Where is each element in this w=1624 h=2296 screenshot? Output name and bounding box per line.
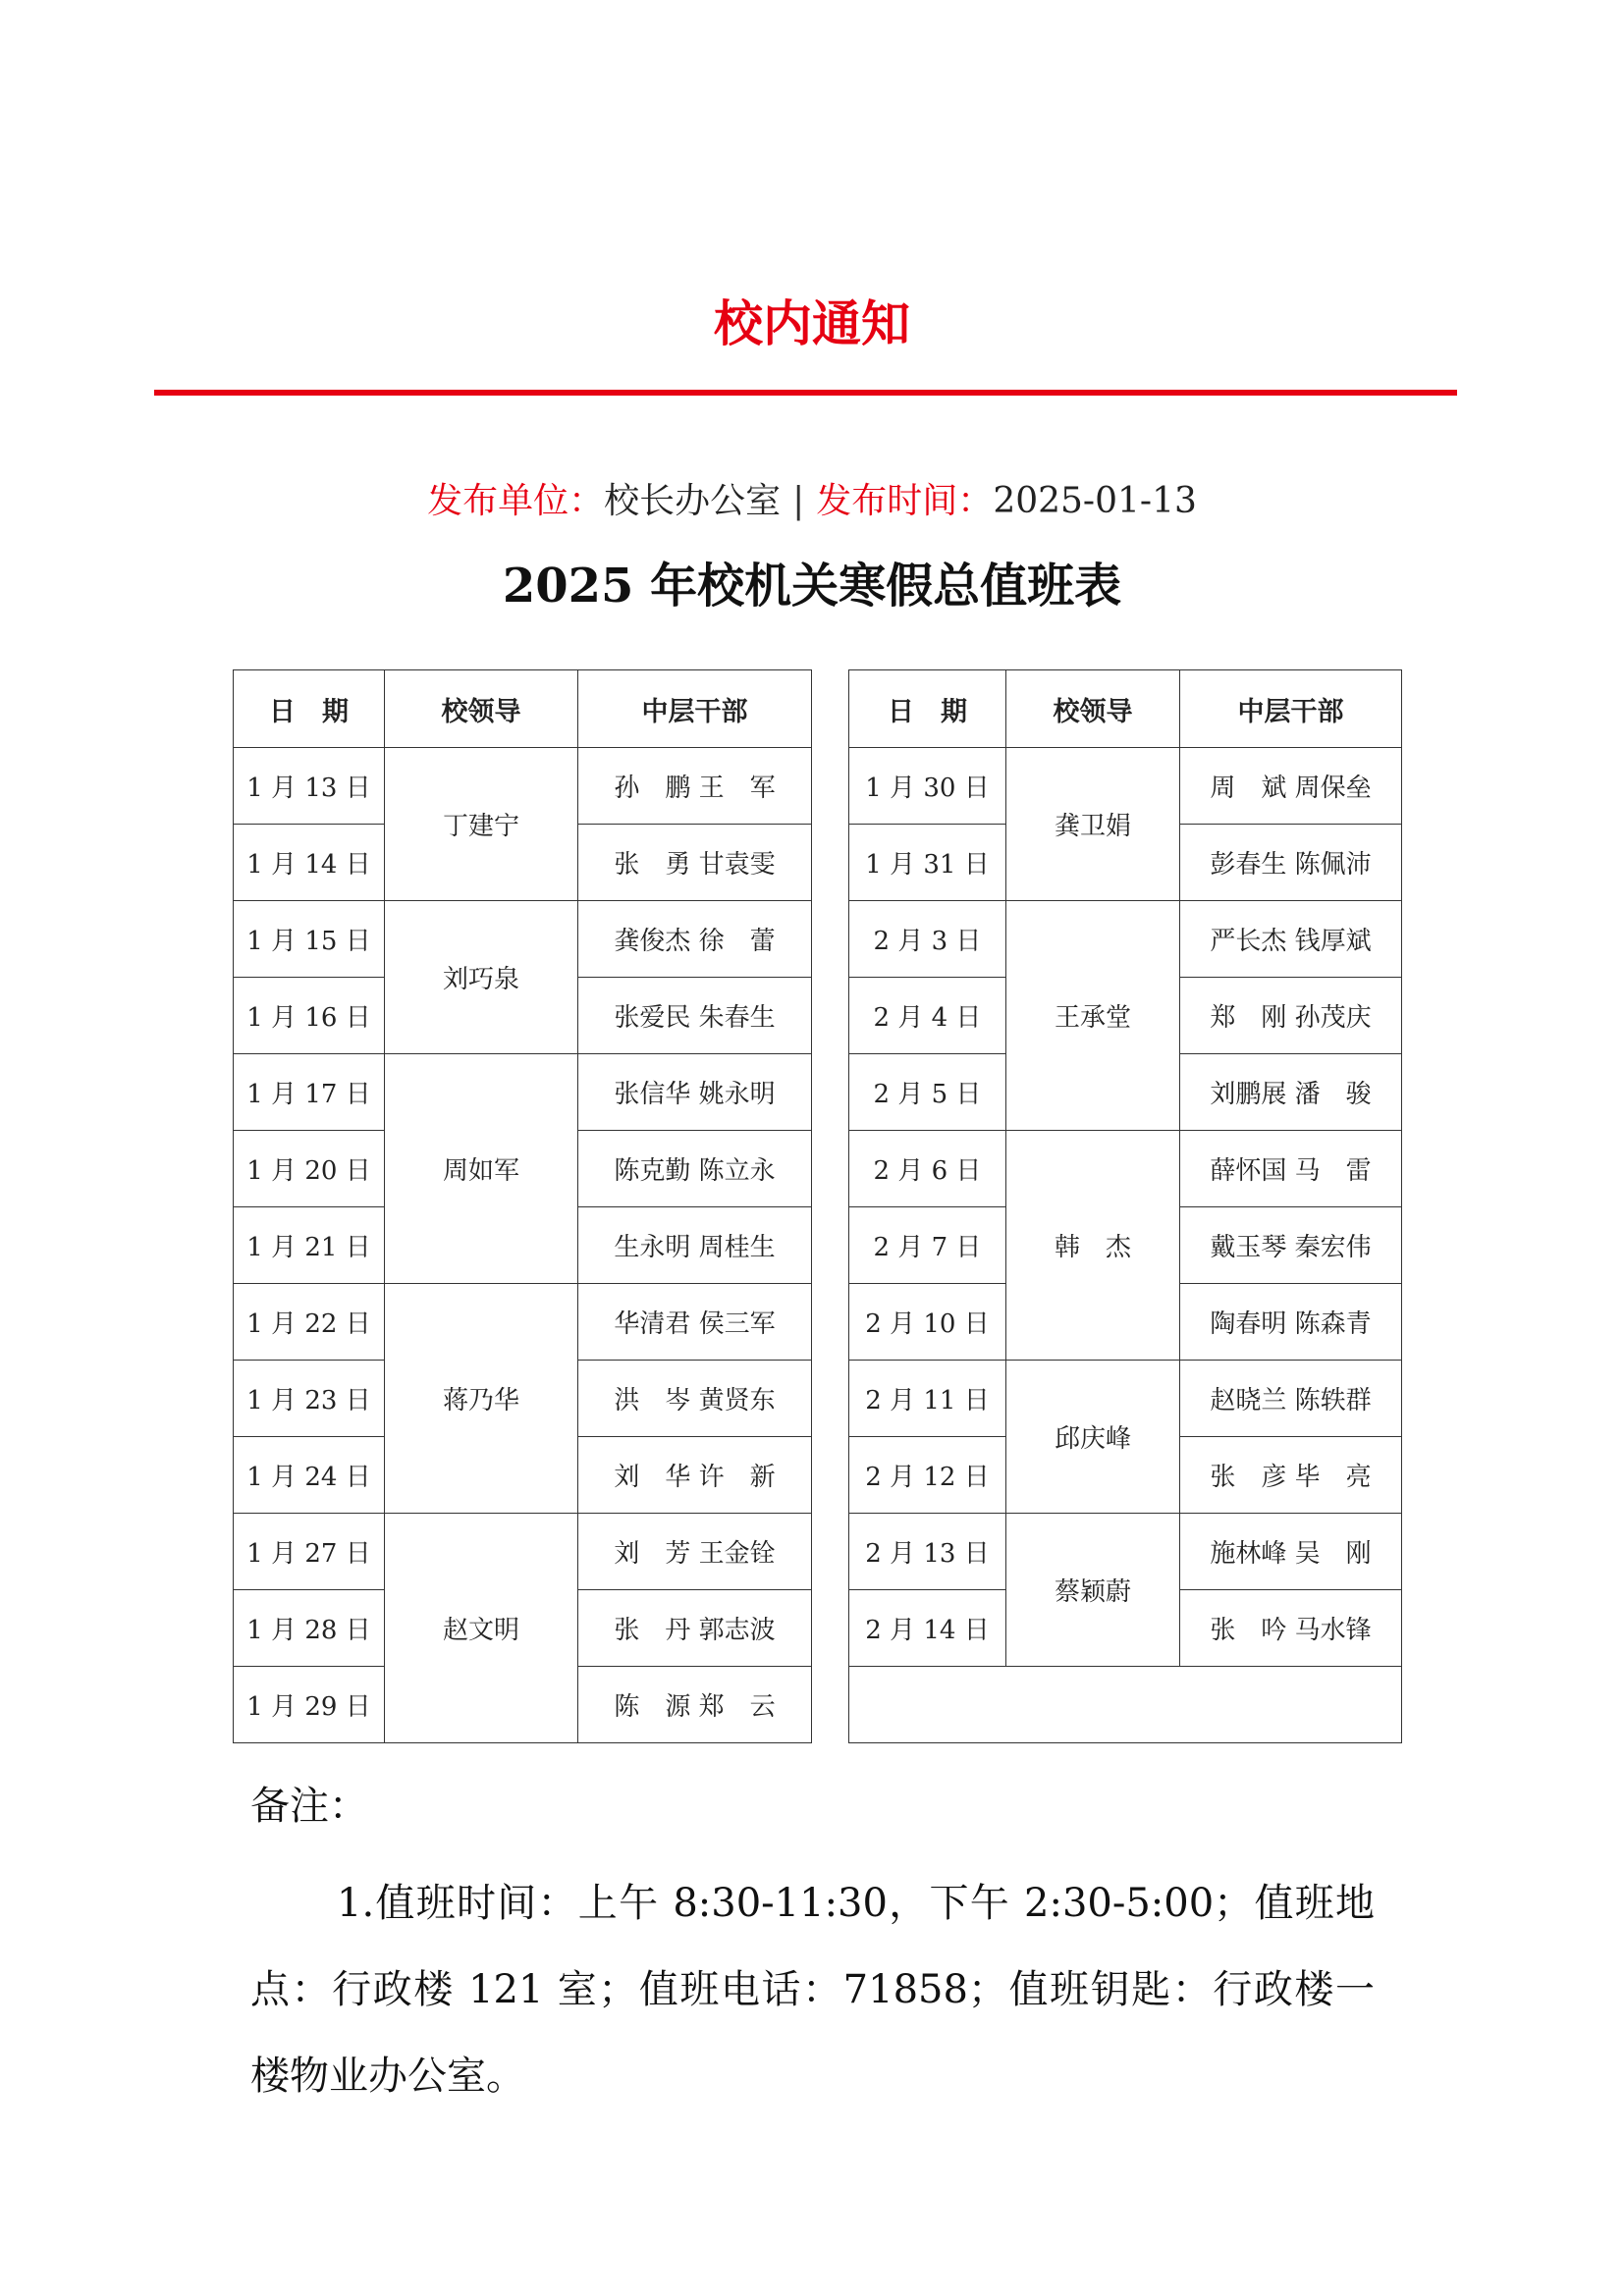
date-cell: 2 月 7 日	[849, 1207, 1006, 1284]
date-cell: 1 月 15 日	[234, 901, 385, 978]
red-divider	[154, 390, 1457, 396]
date-cell: 2 月 14 日	[849, 1590, 1006, 1667]
publish-unit-label: 发布单位：	[427, 481, 605, 521]
leader-cell: 周如军	[385, 1054, 578, 1284]
header-staff: 中层干部	[1180, 670, 1402, 748]
staff-cell: 严长杰 钱厚斌	[1180, 901, 1402, 978]
date-cell: 1 月 28 日	[234, 1590, 385, 1667]
header-staff: 中层干部	[578, 670, 812, 748]
staff-cell: 周 斌 周保垒	[1180, 748, 1402, 825]
staff-cell: 刘 芳 王金铨	[578, 1514, 812, 1590]
header-date: 日 期	[234, 670, 385, 748]
remarks-label: 备注：	[250, 1784, 368, 1829]
date-cell: 1 月 27 日	[234, 1514, 385, 1590]
date-cell: 2 月 3 日	[849, 901, 1006, 978]
staff-cell: 孙 鹏 王 军	[578, 748, 812, 825]
table-header-row	[234, 670, 1402, 748]
date-cell: 2 月 13 日	[849, 1514, 1006, 1590]
staff-cell: 薛怀国 马 雷	[1180, 1131, 1402, 1207]
date-cell: 1 月 17 日	[234, 1054, 385, 1131]
staff-cell: 华清君 侯三军	[578, 1284, 812, 1361]
leader-cell: 刘巧泉	[385, 901, 578, 1054]
notice-banner-title: 校内通知	[714, 295, 910, 352]
staff-cell: 戴玉琴 秦宏伟	[1180, 1207, 1402, 1284]
date-cell: 1 月 20 日	[234, 1131, 385, 1207]
staff-cell: 生永明 周桂生	[578, 1207, 812, 1284]
remarks-item-1: 1.值班时间：上午 8:30-11:30，下午 2:30-5:00；值班地点：行政楼 121 室；值班电话：71858；值班钥匙：行政楼一楼物业办公室。	[250, 1881, 1375, 2099]
date-cell: 2 月 12 日	[849, 1437, 1006, 1514]
header-leader: 校领导	[1006, 670, 1180, 748]
date-cell: 1 月 16 日	[234, 978, 385, 1054]
staff-cell: 洪 岑 黄贤东	[578, 1361, 812, 1437]
header-date: 日 期	[849, 670, 1006, 748]
duty-schedule-table	[233, 669, 1402, 1743]
staff-cell: 张 吟 马水锋	[1180, 1590, 1402, 1667]
document-title: 2025 年校机关寒假总值班表	[502, 559, 1122, 614]
date-cell: 2 月 6 日	[849, 1131, 1006, 1207]
publish-meta	[0, 473, 1624, 523]
staff-cell: 张爱民 朱春生	[578, 978, 812, 1054]
staff-cell: 陶春明 陈森青	[1180, 1284, 1402, 1361]
staff-cell: 赵晓兰 陈轶群	[1180, 1361, 1402, 1437]
publish-time: 2025-01-13	[993, 481, 1197, 521]
date-cell: 1 月 31 日	[849, 825, 1006, 901]
leader-cell: 赵文明	[385, 1514, 578, 1743]
date-cell: 2 月 11 日	[849, 1361, 1006, 1437]
leader-cell: 龚卫娟	[1006, 748, 1180, 901]
staff-cell: 刘 华 许 新	[578, 1437, 812, 1514]
staff-cell: 陈 源 郑 云	[578, 1667, 812, 1743]
staff-cell: 施林峰 吴 刚	[1180, 1514, 1402, 1590]
date-cell: 1 月 22 日	[234, 1284, 385, 1361]
leader-cell: 蔡颖蔚	[1006, 1514, 1180, 1667]
leader-cell: 蒋乃华	[385, 1284, 578, 1514]
date-cell: 1 月 30 日	[849, 748, 1006, 825]
date-cell: 2 月 4 日	[849, 978, 1006, 1054]
date-cell: 1 月 24 日	[234, 1437, 385, 1514]
date-cell: 1 月 21 日	[234, 1207, 385, 1284]
staff-cell: 张 勇 甘袁雯	[578, 825, 812, 901]
date-cell: 1 月 23 日	[234, 1361, 385, 1437]
staff-cell: 张 彦 毕 亮	[1180, 1437, 1402, 1514]
staff-cell: 刘鹏展 潘 骏	[1180, 1054, 1402, 1131]
empty-cell	[849, 1667, 1402, 1743]
staff-cell: 彭春生 陈佩沛	[1180, 825, 1402, 901]
date-cell: 1 月 13 日	[234, 748, 385, 825]
header-leader: 校领导	[385, 670, 578, 748]
staff-cell: 张信华 姚永明	[578, 1054, 812, 1131]
staff-cell: 陈克勤 陈立永	[578, 1131, 812, 1207]
date-cell: 2 月 10 日	[849, 1284, 1006, 1361]
meta-separator: |	[792, 481, 805, 521]
staff-cell: 郑 刚 孙茂庆	[1180, 978, 1402, 1054]
date-cell: 2 月 5 日	[849, 1054, 1006, 1131]
publish-time-label: 发布时间：	[816, 481, 994, 521]
leader-cell: 丁建宁	[385, 748, 578, 901]
leader-cell: 韩 杰	[1006, 1131, 1180, 1361]
date-cell: 1 月 14 日	[234, 825, 385, 901]
column-gap	[812, 670, 849, 1743]
publish-unit: 校长办公室	[604, 481, 782, 521]
date-cell: 1 月 29 日	[234, 1667, 385, 1743]
staff-cell: 龚俊杰 徐 蕾	[578, 901, 812, 978]
staff-cell: 张 丹 郭志波	[578, 1590, 812, 1667]
leader-cell: 王承堂	[1006, 901, 1180, 1131]
leader-cell: 邱庆峰	[1006, 1361, 1180, 1514]
